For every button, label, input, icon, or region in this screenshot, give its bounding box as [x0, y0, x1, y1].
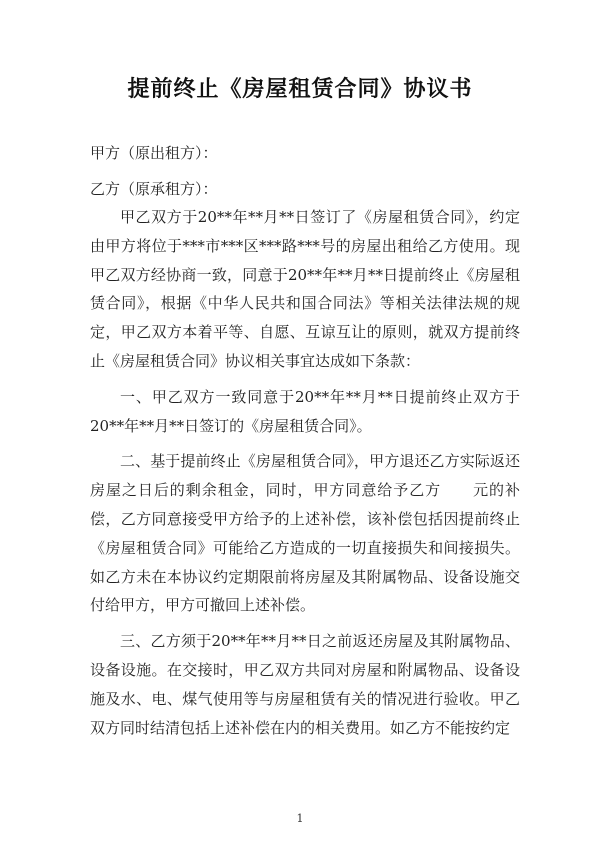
- agreement-body: [90, 203, 520, 749]
- document-title: 提前终止《房屋租赁合同》协议书: [127, 76, 473, 102]
- paragraph-clause-2: 二、基于提前终止《房屋租赁合同》，甲方退还乙方实际返还房屋之日后的剩余租金，同时，甲方同意给予乙方 元的补偿，乙方同意接受甲方给予的上述补偿，该补偿包括因提前终止《房屋租赁合同》可能给乙方造成的一切直接损失和间接损失。如乙方未在本协议约定期限前将房屋及其附属物品、设备设施交付给甲方，甲方可撤回上述补偿。: [90, 452, 520, 615]
- paragraph-preamble: 甲乙双方于20**年**月**日签订了《房屋租赁合同》，约定由甲方将位于***市***区***路***号的房屋出租给乙方使用。现甲乙双方经协商一致，同意于20**年**月**日提前终止《房屋租赁合同》，根据《中华人民共和国合同法》等相关法律法规的规定，甲乙双方本着平等、自愿、互谅互让的原则，就双方提前终止《房屋租赁合同》协议相关事宜达成如下条款：: [90, 208, 520, 370]
- paragraph-clause-1: 一、甲乙双方一致同意于20**年**月**日提前终止双方于20**年**月**日签订的《房屋租赁合同》。: [90, 387, 520, 435]
- party-b-line: 乙方（原承租方）：: [90, 180, 218, 198]
- party-a-line: 甲方（原出租方）：: [90, 144, 218, 162]
- page-number: 1: [296, 812, 304, 825]
- paragraph-clause-3: 三、乙方须于20**年**月**日之前返还房屋及其附属物品、设备设施。在交接时，甲乙双方共同对房屋和附属物品、设备设施及水、电、煤气使用等与房屋租赁有关的情况进行验收。甲乙双方同时结清包括上述补偿在内的相关费用。如乙方不能按约定: [90, 632, 520, 737]
